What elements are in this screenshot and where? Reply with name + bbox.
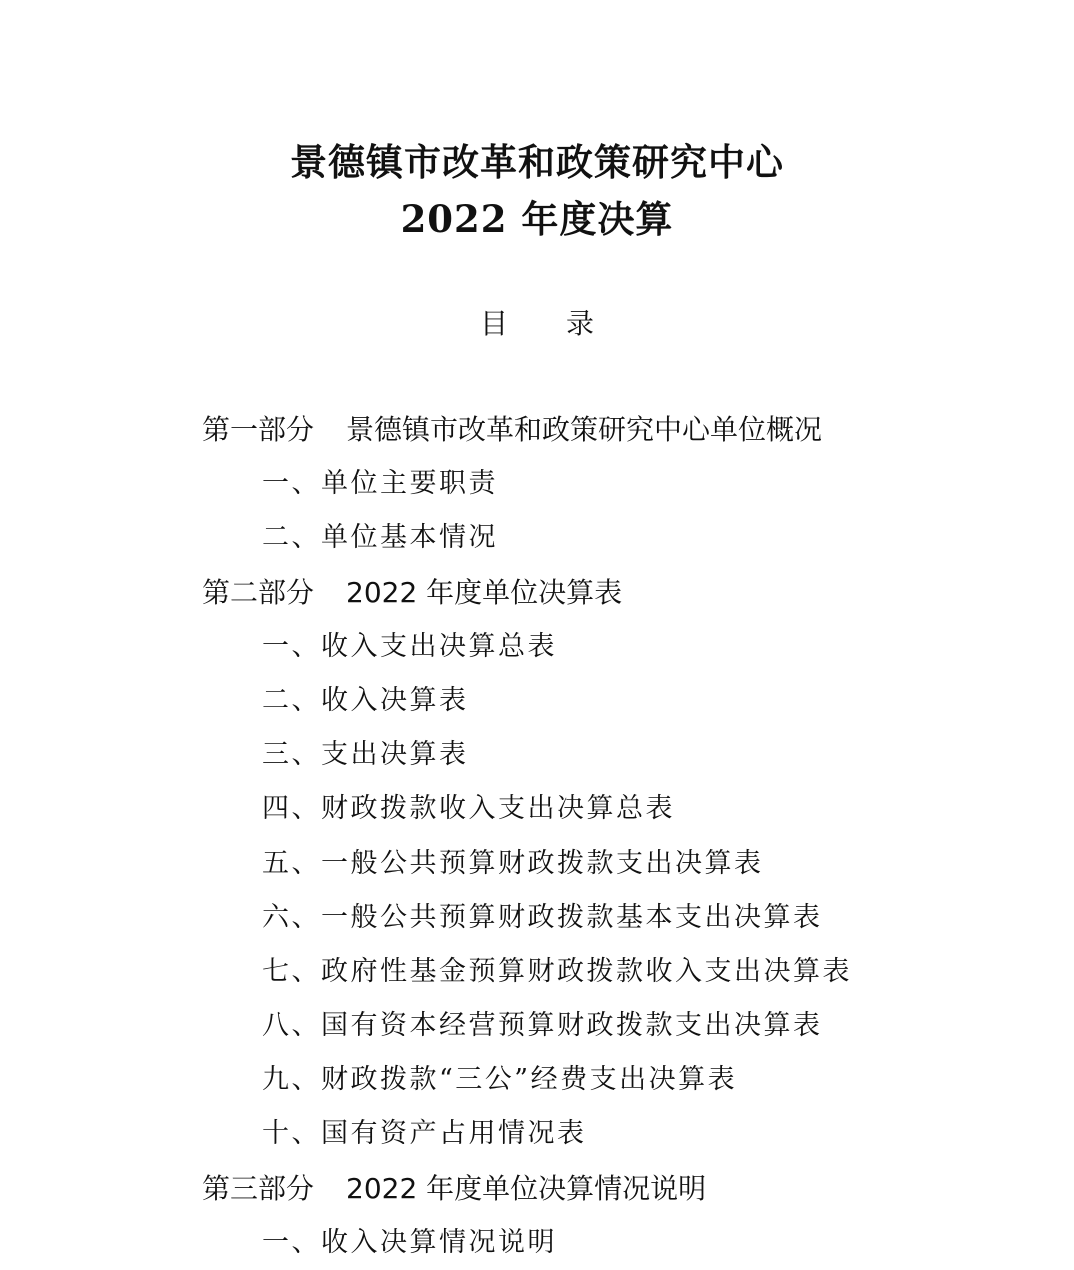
toc-part-title: 2022 年度单位决算情况说明 [346, 1171, 707, 1205]
toc-item: 十、国有资产占用情况表 [262, 1118, 587, 1150]
toc-part-title: 2022 年度单位决算表 [346, 575, 623, 609]
toc-item: 一、收入决算情况说明 [262, 1226, 557, 1258]
toc-part-2 [0, 566, 1074, 620]
toc-part-label: 第三部分 [202, 1171, 315, 1205]
document-subtitle: 2022 年度决算 [400, 197, 674, 241]
toc-heading: 目录 [479, 307, 652, 340]
table-of-contents [0, 403, 1074, 1270]
toc-item: 九、财政拨款“三公”经费支出决算表 [262, 1064, 738, 1096]
toc-item: 六、一般公共预算财政拨款基本支出决算表 [262, 901, 823, 933]
toc-item: 五、一般公共预算财政拨款支出决算表 [262, 847, 764, 879]
toc-item: 八、国有资本经营预算财政拨款支出决算表 [262, 1010, 823, 1042]
toc-part-title: 景德镇市改革和政策研究中心单位概况 [346, 413, 823, 446]
document-title: 景德镇市改革和政策研究中心 [290, 140, 784, 184]
toc-part-1 [0, 403, 1074, 457]
toc-item: 七、政府性基金预算财政拨款收入支出决算表 [262, 955, 852, 987]
toc-item: 一、收入支出决算总表 [262, 630, 557, 662]
toc-item: 三、支出决算表 [262, 739, 469, 771]
toc-item: 二、单位基本情况 [262, 522, 498, 554]
toc-part-label: 第一部分 [202, 413, 315, 446]
toc-part-label: 第二部分 [202, 575, 315, 609]
toc-item: 四、财政拨款收入支出决算总表 [262, 793, 675, 825]
toc-part-3 [0, 1162, 1074, 1216]
toc-item: 一、单位主要职责 [262, 468, 498, 500]
toc-item: 二、收入决算表 [262, 684, 469, 716]
